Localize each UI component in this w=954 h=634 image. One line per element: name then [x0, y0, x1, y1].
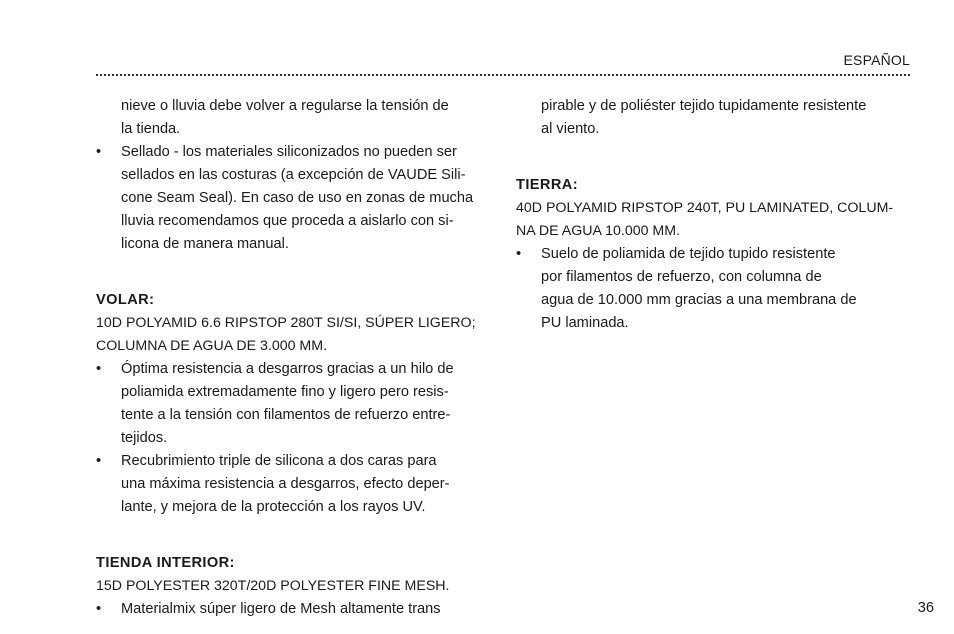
bullet-icon: • — [96, 601, 102, 617]
text-line: sellados en las costuras (a excepción de VAUDE Sili- — [121, 167, 466, 183]
section-volar — [96, 289, 496, 519]
text-line: licona de manera manual. — [121, 236, 289, 252]
left-column — [96, 95, 496, 621]
text-line: Recubrimiento triple de silicona a dos caras para — [121, 453, 437, 469]
section-inner-tent — [96, 552, 496, 621]
section-floor — [516, 174, 916, 335]
spec-line: NA DE AGUA 10.000 MM. — [516, 223, 681, 239]
page-number: 36 — [917, 600, 934, 616]
list-item — [96, 358, 496, 450]
right-column — [516, 95, 916, 335]
text-line: una máxima resistencia a desgarros, efecto deper- — [121, 476, 450, 492]
text-line: tejidos. — [121, 430, 168, 446]
section-title-volar: VOLAR: — [96, 292, 155, 308]
text-line: lante, y mejora de la protección a los rayos UV. — [121, 499, 426, 515]
section-title-floor: TIERRA: — [516, 177, 578, 193]
bullet-icon: • — [516, 246, 522, 262]
text-line: Suelo de poliamida de tejido tupido resistente — [541, 246, 836, 262]
text-line: tente a la tensión con filamentos de refuerzo entre- — [121, 407, 451, 423]
text-line: Materialmix súper ligero de Mesh altamente trans — [121, 601, 441, 617]
bullet-icon: • — [96, 453, 102, 469]
spec-line: COLUMNA DE AGUA DE 3.000 MM. — [96, 338, 328, 354]
text-line: Óptima resistencia a desgarros gracias a un hilo de — [121, 361, 454, 377]
dotted-rule — [96, 74, 910, 76]
bullet-icon: • — [96, 361, 102, 377]
text-line: PU laminada. — [541, 315, 629, 331]
text-line: cone Seam Seal). En caso de uso en zonas de mucha — [121, 190, 474, 206]
list-item — [516, 243, 916, 335]
text-line: por filamentos de refuerzo, con columna de — [541, 269, 822, 285]
list-item-sealing — [96, 141, 496, 256]
header-language: ESPAÑOL — [843, 52, 910, 68]
text-line: Sellado - los materiales siliconizados no pueden ser — [121, 144, 457, 160]
text-line: lluvia recomendamos que proceda a aislarlo con si- — [121, 213, 454, 229]
text-line: nieve o lluvia debe volver a regularse la tensión de — [121, 98, 449, 114]
text-line: pirable y de poliéster tejido tupidamente resistente — [541, 98, 867, 114]
bullet-icon: • — [96, 144, 102, 160]
text-line: al viento. — [541, 121, 600, 137]
text-line: la tienda. — [121, 121, 181, 137]
spec-line: 40D POLYAMID RIPSTOP 240T, PU LAMINATED, COLUM- — [516, 200, 894, 216]
list-item — [96, 598, 496, 621]
section-title-inner-tent: TIENDA INTERIOR: — [96, 555, 235, 571]
spec-line: 15D POLYESTER 320T/20D POLYESTER FINE MESH. — [96, 578, 450, 594]
continuation-text — [96, 95, 496, 141]
continuation-text — [516, 95, 916, 141]
spec-line: 10D POLYAMID 6.6 RIPSTOP 280T SI/SI, SÚPER LIGERO; — [96, 315, 476, 331]
text-line: poliamida extremadamente fino y ligero pero resis- — [121, 384, 449, 400]
text-line: agua de 10.000 mm gracias a una membrana de — [541, 292, 857, 308]
list-item — [96, 450, 496, 519]
